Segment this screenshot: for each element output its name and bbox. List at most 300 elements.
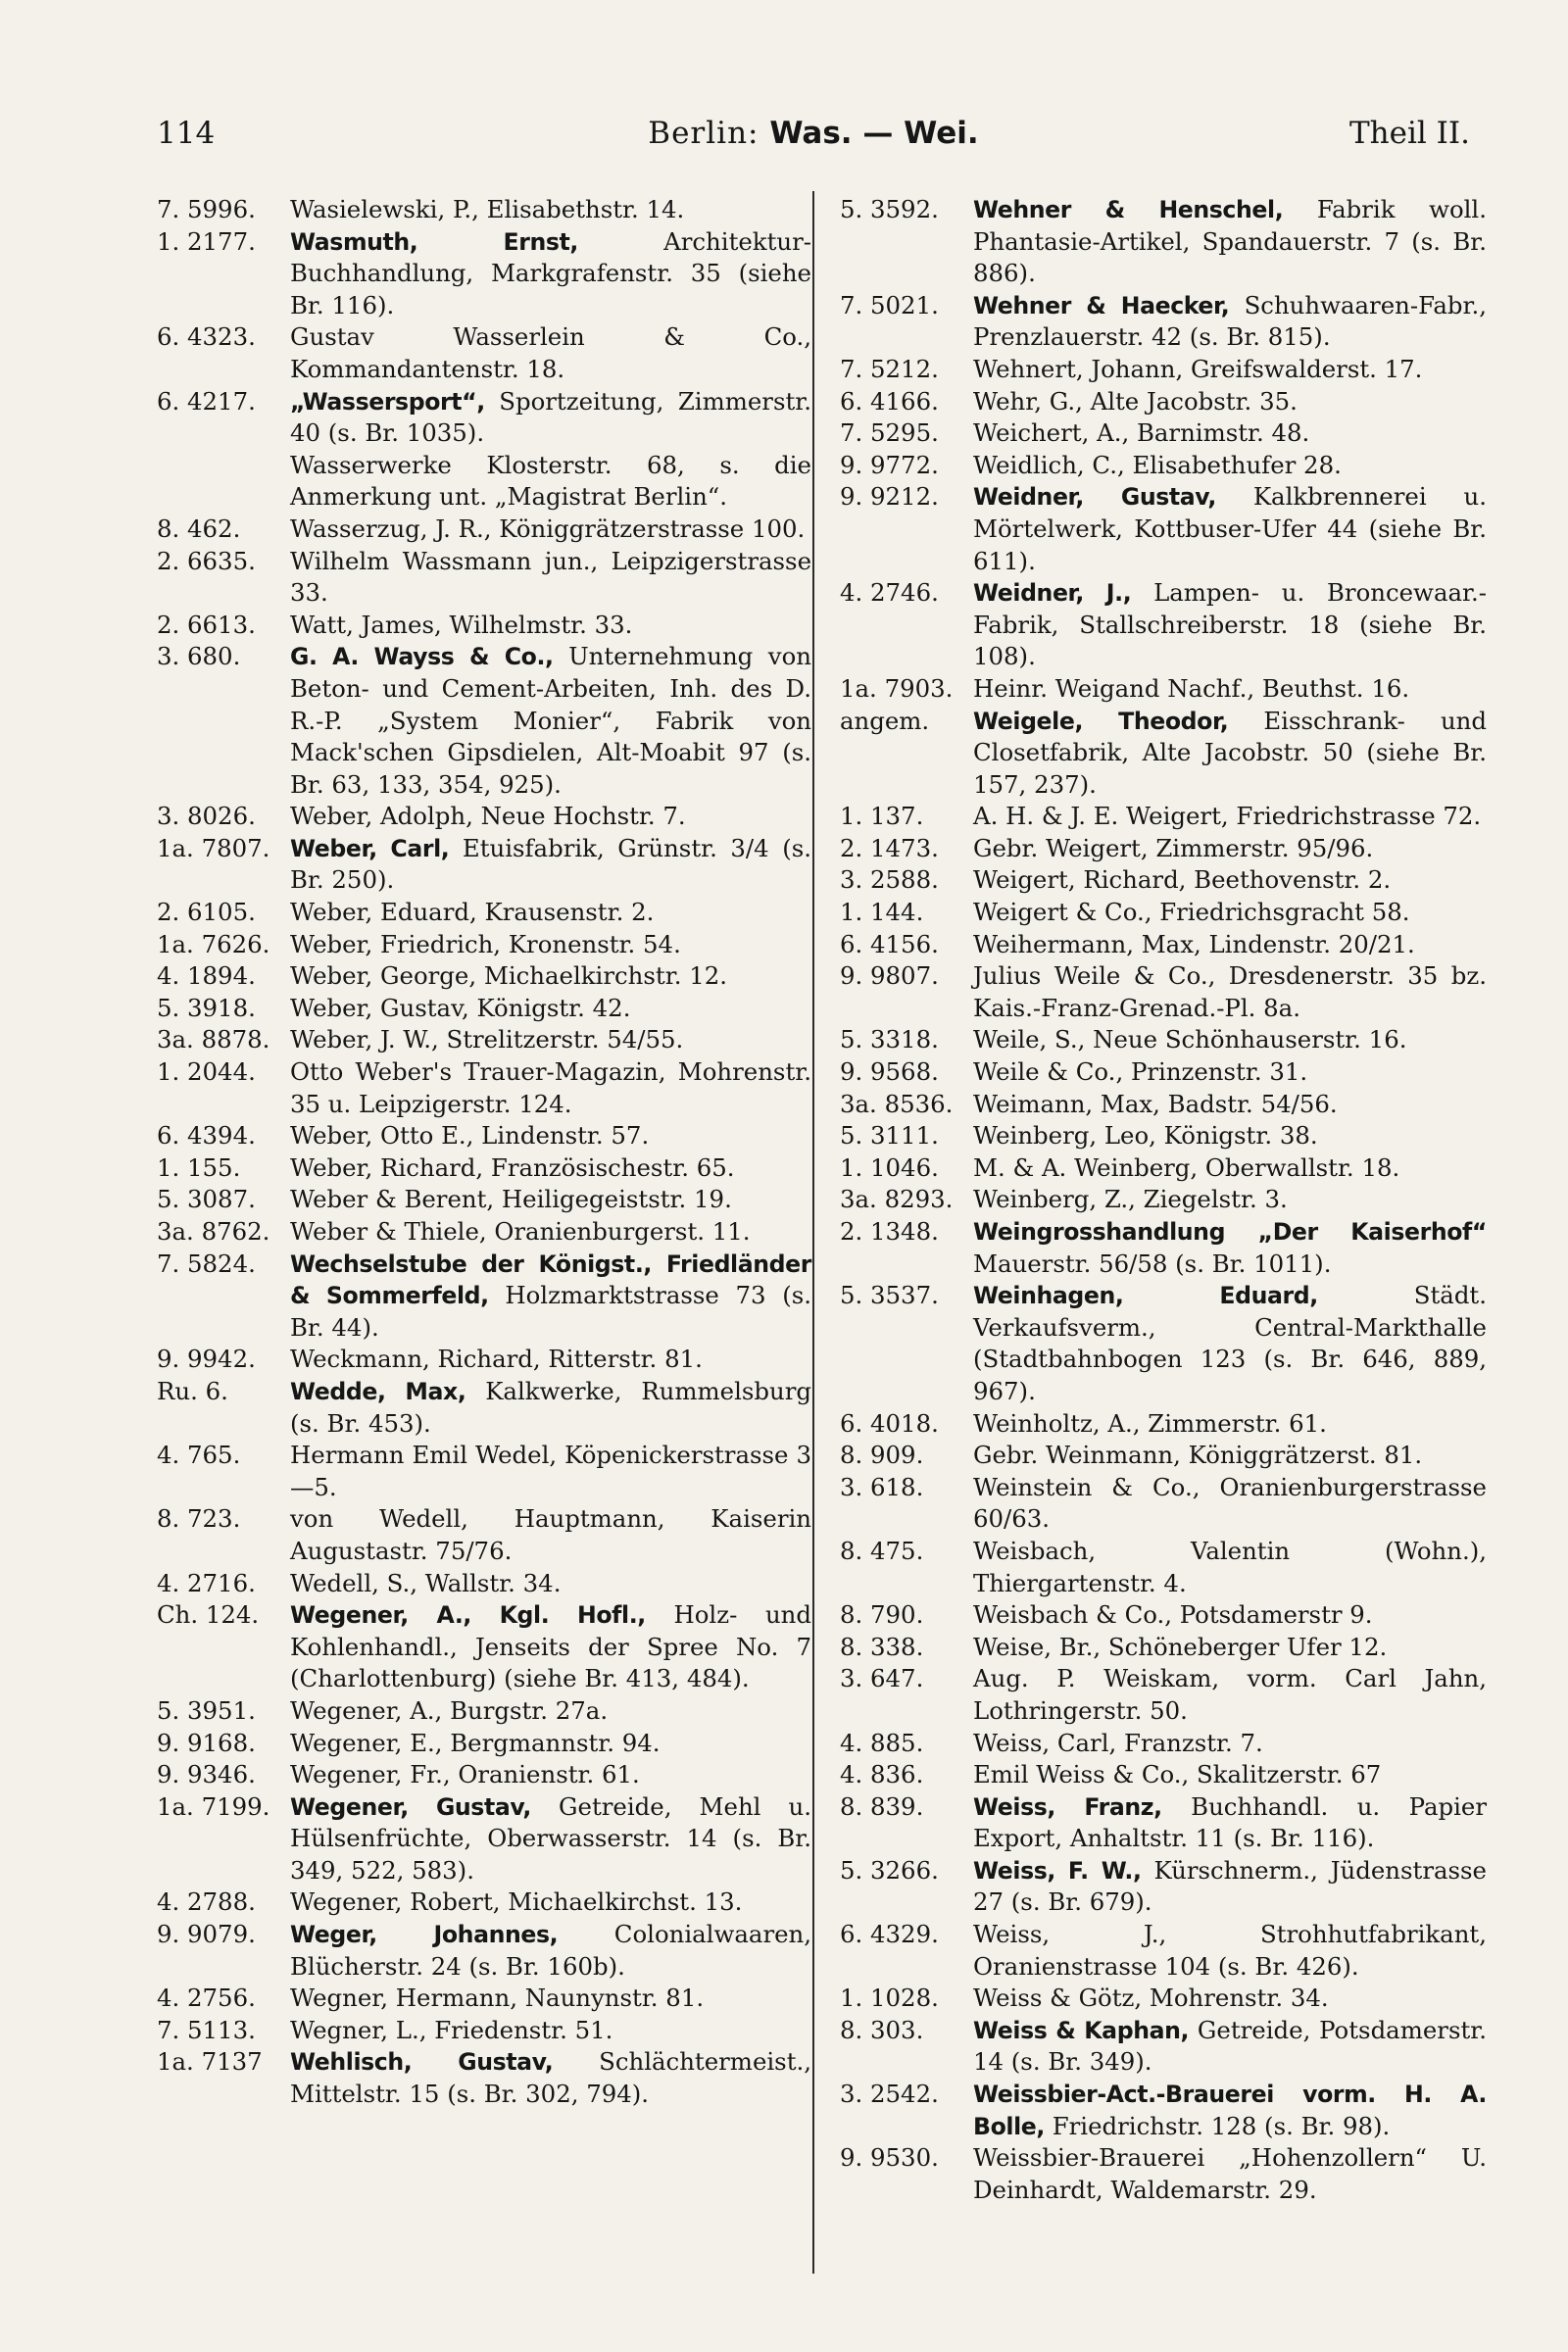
- entry-text: [290, 1983, 811, 2015]
- entry-text: [290, 610, 811, 642]
- directory-entry: [157, 1440, 811, 1503]
- entry-details: Weile, S., Neue Schönhauserstr. 16.: [973, 1025, 1407, 1054]
- entry-text: [973, 2142, 1487, 2206]
- entry-text: [973, 386, 1487, 418]
- entry-text: [290, 929, 811, 961]
- entry-details: Wegner, Hermann, Naunynstr. 81.: [290, 1984, 705, 2013]
- entry-name-bold: Weingrosshandlung „Der Kaiserhof“: [973, 1218, 1487, 1246]
- entry-text: [973, 1408, 1487, 1441]
- directory-entry: [840, 960, 1487, 1024]
- directory-entry: [157, 1568, 811, 1600]
- entry-details: Hermann Emil Wedel, Köpenickerstrasse 3—5.: [290, 1441, 811, 1501]
- directory-entry: [840, 290, 1487, 354]
- directory-entry: [157, 321, 811, 385]
- entry-details: Julius Weile & Co., Dresdenerstr. 35 bz. Kais.-Franz-Grenad.-Pl. 8a.: [973, 961, 1487, 1022]
- entry-details: Weiss, J., Strohhutfabrikant, Oranienstrasse 104 (s. Br. 426).: [973, 1920, 1487, 1981]
- directory-entry: [157, 1344, 811, 1376]
- column-divider: [812, 191, 814, 2274]
- entry-text: [290, 1344, 811, 1376]
- entry-text: [973, 929, 1487, 961]
- entry-text: [973, 1472, 1487, 1536]
- directory-entry: [840, 1791, 1487, 1855]
- entry-details: Otto Weber's Trauer-Magazin, Mohrenstr. 35 u. Leipzigerstr. 124.: [290, 1057, 811, 1118]
- entry-text: [290, 1919, 811, 1983]
- directory-entry: [840, 2015, 1487, 2079]
- directory-entry: [840, 1663, 1487, 1727]
- entry-text: [290, 960, 811, 993]
- directory-entry: [157, 386, 811, 450]
- part-label: Theil II.: [1348, 116, 1470, 151]
- entry-number: 1a. 7137: [157, 2047, 263, 2077]
- directory-entry: [157, 1791, 811, 1887]
- entry-text: [290, 1152, 811, 1185]
- directory-entry: [157, 1695, 811, 1728]
- directory-entry: [157, 610, 811, 642]
- entry-details: Weile & Co., Prinzenstr. 31.: [973, 1057, 1308, 1087]
- entry-text: [290, 1728, 811, 1760]
- directory-entry: [840, 1440, 1487, 1472]
- entry-details: Weidlich, C., Elisabethufer 28.: [973, 450, 1342, 479]
- entry-number: 5. 3951.: [157, 1695, 256, 1725]
- entry-text: [973, 1536, 1487, 1599]
- entry-text: [973, 2079, 1487, 2142]
- entry-details: Weber, J. W., Strelitzerstr. 54/55.: [290, 1025, 684, 1054]
- entry-details: Emil Weiss & Co., Skalitzerstr. 67: [973, 1760, 1382, 1789]
- entry-text: [973, 2015, 1487, 2079]
- directory-entry: [157, 1184, 811, 1216]
- entry-details: Wasielewski, P., Elisabethstr. 14.: [290, 195, 685, 223]
- entry-number: 8. 303.: [840, 2015, 924, 2044]
- entry-text: [973, 1089, 1487, 1121]
- directory-entry: [840, 1728, 1487, 1760]
- directory-entry: [840, 386, 1487, 418]
- directory-entry: [157, 929, 811, 961]
- entry-number: 6. 4217.: [157, 386, 256, 416]
- entry-details: Getreide, Mehl u. Hülsenfrüchte, Oberwasserstr. 14 (s. Br. 349, 522, 583).: [290, 1791, 811, 1885]
- directory-entry: [157, 960, 811, 993]
- directory-entry: [840, 1472, 1487, 1536]
- entry-text: [973, 833, 1487, 865]
- directory-entry: [840, 1216, 1487, 1280]
- directory-entry: [840, 833, 1487, 865]
- entry-text: [290, 993, 811, 1025]
- entry-details: Mauerstr. 56/58 (s. Br. 1011).: [973, 1249, 1332, 1278]
- directory-entry: [157, 1024, 811, 1056]
- directory-entry: [840, 194, 1487, 290]
- entry-number: 9. 9772.: [840, 450, 939, 479]
- directory-entry: [840, 1536, 1487, 1599]
- entry-name-bold: Weigele, Theodor,: [973, 707, 1229, 735]
- entry-number: 7. 5295.: [840, 418, 939, 448]
- entry-text: [290, 1249, 811, 1345]
- entry-text: [290, 450, 811, 514]
- entry-number: 1a. 7199.: [157, 1791, 270, 1821]
- entry-text: [973, 481, 1487, 577]
- entry-details: Weisbach & Co., Potsdamerstr 9.: [973, 1600, 1373, 1630]
- entry-details: Weber & Thiele, Oranienburgerst. 11.: [290, 1217, 751, 1246]
- directory-entry: [840, 864, 1487, 897]
- entry-name-bold: Wehlisch, Gustav,: [290, 2048, 554, 2077]
- entry-number: Ch. 124.: [157, 1600, 260, 1630]
- entry-number: 5. 3318.: [840, 1025, 939, 1054]
- directory-entry: [157, 2046, 811, 2110]
- entry-details: Heinr. Weigand Nachf., Beuthst. 16.: [973, 673, 1410, 703]
- entry-details: Schuhwaaren-Fabr., Prenzlauerstr. 42 (s. Br. 815).: [973, 290, 1487, 352]
- directory-entry: [840, 354, 1487, 386]
- entry-number: 8. 723.: [157, 1504, 241, 1534]
- entry-text: [973, 1791, 1487, 1855]
- entry-number: 9. 9212.: [840, 482, 939, 512]
- entry-number: 9. 9168.: [157, 1728, 256, 1757]
- directory-entry: [157, 1249, 811, 1345]
- entry-name-bold: Weidner, J.,: [973, 579, 1132, 608]
- entry-text: [973, 1983, 1487, 2015]
- entry-text: [973, 417, 1487, 450]
- entry-text: [290, 1440, 811, 1503]
- directory-entry: [840, 1280, 1487, 1407]
- entry-number: 3. 2542.: [840, 2080, 939, 2109]
- entry-number: 7. 5212.: [840, 354, 939, 383]
- directory-entry: [157, 514, 811, 546]
- directory-entry: [157, 1120, 811, 1152]
- entry-number: 1. 144.: [840, 898, 924, 927]
- right-column: [840, 194, 1487, 2206]
- entry-number: 9. 9942.: [157, 1345, 256, 1374]
- entry-text: [973, 864, 1487, 897]
- entry-details: Kalkbrennerei u. Mörtelwerk, Kottbuser-Ufer 44 (siehe Br. 611).: [973, 482, 1488, 575]
- entry-text: [973, 194, 1487, 290]
- entry-text: [290, 2015, 811, 2047]
- entry-text: [973, 577, 1487, 673]
- directory-entry: [157, 1728, 811, 1760]
- entry-name-bold: Wedde, Max,: [290, 1377, 466, 1405]
- entry-text: [290, 1599, 811, 1695]
- entry-details: Kürschnerm., Jüdenstrasse 27 (s. Br. 679).: [973, 1855, 1487, 1917]
- entry-details: Wasserwerke Klosterstr. 68, s. die Anmerkung unt. „Magistrat Berlin“.: [290, 450, 811, 512]
- entry-text: [973, 1024, 1487, 1056]
- entry-text: [973, 1663, 1487, 1727]
- directory-entry: [840, 1056, 1487, 1089]
- entry-details: Weckmann, Richard, Ritterstr. 81.: [290, 1345, 703, 1374]
- entry-text: [973, 1216, 1487, 1280]
- entry-text: [290, 321, 811, 385]
- directory-entry: [840, 2142, 1487, 2206]
- entry-name-bold: Weber, Carl,: [290, 834, 450, 862]
- entry-details: Weber, George, Michaelkirchstr. 12.: [290, 961, 727, 991]
- entry-number: 2. 1473.: [840, 833, 939, 862]
- directory-entry: [157, 450, 811, 514]
- entry-details: Weise, Br., Schöneberger Ufer 12.: [973, 1632, 1388, 1661]
- entry-text: [973, 1599, 1487, 1632]
- entry-name-bold: Wehner & Haecker,: [973, 291, 1230, 319]
- directory-entry: [840, 450, 1487, 482]
- entry-number: 3. 618.: [840, 1472, 924, 1501]
- entry-text: [973, 1440, 1487, 1472]
- entry-text: [973, 1759, 1487, 1791]
- directory-entry: [840, 1184, 1487, 1216]
- entry-details: Holzmarktstrasse 73 (s. Br. 44).: [290, 1281, 811, 1342]
- entry-number: 3. 647.: [840, 1664, 924, 1693]
- entry-number: 1. 155.: [157, 1152, 241, 1182]
- entry-number: 7. 5824.: [157, 1249, 256, 1278]
- entry-number: 8. 909.: [840, 1441, 924, 1470]
- entry-text: [973, 897, 1487, 929]
- entry-details: Weigert, Richard, Beethovenstr. 2.: [973, 865, 1392, 895]
- entry-text: [290, 194, 811, 226]
- entry-number: 3a. 8878.: [157, 1025, 270, 1054]
- directory-entry: [157, 1759, 811, 1791]
- entry-number: 9. 9079.: [157, 1920, 256, 1949]
- entry-number: 2. 6613.: [157, 610, 256, 639]
- directory-entry: [157, 226, 811, 322]
- entry-details: Aug. P. Weiskam, vorm. Carl Jahn, Lothringerstr. 50.: [973, 1664, 1487, 1725]
- entry-number: 6. 4156.: [840, 929, 939, 958]
- entry-number: 2. 1348.: [840, 1217, 939, 1246]
- entry-number: 4. 2746.: [840, 578, 939, 608]
- directory-entry: [157, 641, 811, 801]
- entry-text: [290, 386, 811, 450]
- entry-details: Weber & Berent, Heiligegeiststr. 19.: [290, 1185, 732, 1214]
- entry-text: [973, 706, 1487, 802]
- entry-details: Weiss, Carl, Franzstr. 7.: [973, 1728, 1263, 1757]
- entry-name-bold: Weiss, Franz,: [973, 1792, 1162, 1821]
- entry-number: 7. 5996.: [157, 195, 256, 223]
- entry-number: 1a. 7807.: [157, 833, 270, 862]
- entry-number: 4. 885.: [840, 1728, 924, 1757]
- entry-number: 2. 6635.: [157, 546, 256, 575]
- entry-number: 3. 680.: [157, 642, 241, 671]
- entry-text: [290, 1120, 811, 1152]
- entry-number: 7. 5113.: [157, 2015, 256, 2044]
- entry-details: Städt. Verkaufsverm., Central-Markthalle (Stadtbahnbogen 123 (s. Br. 646, 889, 967).: [973, 1281, 1487, 1405]
- entry-details: Wasserzug, J. R., Königgrätzerstrasse 100.: [290, 514, 806, 543]
- directory-entry: [157, 1599, 811, 1695]
- entry-details: Getreide, Potsdamerstr. 14 (s. Br. 349).: [973, 2015, 1487, 2077]
- entry-number: 3. 2588.: [840, 865, 939, 895]
- entry-details: Weber, Otto E., Lindenstr. 57.: [290, 1121, 650, 1151]
- entry-details: Weinholtz, A., Zimmerstr. 61.: [973, 1408, 1327, 1438]
- entry-details: Wedell, S., Wallstr. 34.: [290, 1568, 562, 1597]
- entry-details: Wehnert, Johann, Greifswalderst. 17.: [973, 354, 1423, 383]
- directory-entry: [157, 194, 811, 226]
- entry-details: Friedrichstr. 128 (s. Br. 98).: [1044, 2111, 1391, 2140]
- entry-number: 5. 3592.: [840, 195, 939, 223]
- entry-text: [973, 1919, 1487, 1983]
- entry-details: Weber, Gustav, Königstr. 42.: [290, 993, 631, 1022]
- page-title: [157, 116, 1470, 151]
- entry-number: 4. 1894.: [157, 961, 256, 991]
- entry-text: [973, 1120, 1487, 1152]
- entry-number: 5. 3266.: [840, 1855, 939, 1885]
- entry-name-bold: Weidner, Gustav,: [973, 483, 1216, 512]
- directory-entry: [840, 481, 1487, 577]
- entry-text: [290, 801, 811, 833]
- entry-details: von Wedell, Hauptmann, Kaiserin Augustastr. 75/76.: [290, 1504, 811, 1565]
- entry-number: 4. 765.: [157, 1441, 241, 1470]
- entry-number: 3a. 8536.: [840, 1089, 954, 1118]
- entry-number: 4. 2716.: [157, 1568, 256, 1597]
- directory-entry: [157, 1056, 811, 1120]
- entry-details: Wegener, E., Bergmannstr. 94.: [290, 1728, 661, 1757]
- entry-text: [290, 1184, 811, 1216]
- entry-details: Holz- und Kohlenhandl., Jenseits der Spree No. 7 (Charlottenburg) (siehe Br. 413, 484).: [290, 1600, 812, 1693]
- entry-text: [973, 1280, 1487, 1407]
- entry-text: [973, 1728, 1487, 1760]
- entry-name-bold: Wechselstube der Königst., Friedländer & Sommerfeld,: [290, 1250, 811, 1310]
- entry-text: [290, 546, 811, 610]
- entry-details: Colonialwaaren, Blücherstr. 24 (s. Br. 160b).: [290, 1920, 811, 1981]
- entry-details: Wegner, L., Friedenstr. 51.: [290, 2015, 613, 2044]
- directory-entry: [840, 1759, 1487, 1791]
- entry-text: [290, 226, 811, 322]
- entry-details: Fabrik woll. Phantasie-Artikel, Spandauerstr. 7 (s. Br. 886).: [973, 195, 1487, 288]
- directory-entry: [157, 801, 811, 833]
- entry-details: Weber, Adolph, Neue Hochstr. 7.: [290, 802, 686, 831]
- entry-number: 6. 4018.: [840, 1408, 939, 1438]
- entry-number: 1. 2044.: [157, 1057, 256, 1087]
- entry-number: 2. 6105.: [157, 898, 256, 927]
- entry-text: [290, 833, 811, 897]
- entry-name-bold: Wegener, A., Kgl. Hofl.,: [290, 1601, 646, 1630]
- directory-entry: [840, 1152, 1487, 1185]
- entry-text: [973, 960, 1487, 1024]
- entry-text: [290, 897, 811, 929]
- entry-text: [973, 801, 1487, 833]
- entry-details: Weihermann, Max, Lindenstr. 20/21.: [973, 929, 1415, 958]
- entry-number: 6. 4166.: [840, 386, 939, 416]
- entry-number: 5. 3537.: [840, 1281, 939, 1310]
- directory-entry: [157, 1216, 811, 1249]
- entry-number: 4. 2756.: [157, 1984, 256, 2013]
- entry-details: Weissbier-Brauerei „Hohenzollern“ U. Deinhardt, Waldemarstr. 29.: [973, 2143, 1487, 2204]
- title-range: Was. — Wei.: [769, 116, 979, 151]
- entry-number: angem.: [840, 706, 930, 735]
- entry-details: Lampen- u. Broncewaar.-Fabrik, Stallschreiberstr. 18 (siehe Br. 108).: [973, 578, 1487, 671]
- entry-details: Weinberg, Leo, Königstr. 38.: [973, 1121, 1318, 1151]
- directory-entry: [157, 1503, 811, 1567]
- directory-entry: [840, 1855, 1487, 1919]
- directory-entry: [157, 2015, 811, 2047]
- entry-number: 7. 5021.: [840, 290, 939, 319]
- directory-entry: [840, 801, 1487, 833]
- entry-number: 3a. 8293.: [840, 1185, 954, 1214]
- entry-name-bold: Weinhagen, Eduard,: [973, 1282, 1318, 1310]
- entry-name-bold: Weiss & Kaphan,: [973, 2016, 1190, 2044]
- entry-number: 6. 4394.: [157, 1121, 256, 1151]
- entry-details: Etuisfabrik, Grünstr. 3/4 (s. Br. 250).: [290, 833, 811, 895]
- entry-number: Ru. 6.: [157, 1376, 228, 1405]
- entry-details: Weber, Friedrich, Kronenstr. 54.: [290, 929, 681, 958]
- entry-text: [973, 1152, 1487, 1185]
- entry-number: 9. 9530.: [840, 2143, 939, 2173]
- directory-entry: [157, 1983, 811, 2015]
- directory-entry: [840, 2079, 1487, 2142]
- directory-entry: [157, 546, 811, 610]
- entry-text: [290, 1791, 811, 1887]
- entry-name-bold: Wegener, Gustav,: [290, 1792, 531, 1821]
- entry-details: Wegener, Robert, Michaelkirchst. 13.: [290, 1887, 743, 1917]
- page-header: [157, 116, 1470, 174]
- entry-details: Kalkwerke, Rummelsburg (s. Br. 453).: [290, 1376, 811, 1438]
- left-column: [157, 194, 811, 2111]
- entry-text: [290, 514, 811, 546]
- entry-name-bold: „Wassersport“,: [290, 387, 485, 416]
- directory-entry: [840, 1919, 1487, 1983]
- entry-details: Wilhelm Wassmann jun., Leipzigerstrasse 33.: [290, 546, 811, 608]
- directory-entry: [157, 993, 811, 1025]
- entry-details: Wegener, Fr., Oranienstr. 61.: [290, 1760, 640, 1789]
- entry-details: Weisbach, Valentin (Wohn.), Thiergartenstr. 4.: [973, 1536, 1487, 1597]
- directory-entry: [157, 1886, 811, 1919]
- directory-entry: [840, 673, 1487, 706]
- entry-number: 6. 4323.: [157, 322, 256, 352]
- entry-details: Buchhandl. u. Papier Export, Anhaltstr. 11 (s. Br. 116).: [973, 1791, 1488, 1853]
- directory-entry: [840, 1599, 1487, 1632]
- directory-entry: [840, 577, 1487, 673]
- entry-number: 1. 2177.: [157, 226, 256, 256]
- directory-entry: [157, 1919, 811, 1983]
- entry-details: Weigert & Co., Friedrichsgracht 58.: [973, 898, 1410, 927]
- directory-entry: [840, 897, 1487, 929]
- entry-details: Unternehmung von Beton- und Cement-Arbeiten, Inh. des D. R.-P. „System Monier“, Fabrik von Mack'schen Gipsdielen, Alt-Moabit 97 (s. Br. 63, 133, 354, 925).: [290, 642, 811, 799]
- entry-number: 1a. 7903.: [840, 673, 954, 703]
- entry-text: [973, 1056, 1487, 1089]
- entry-number: 1. 1028.: [840, 1984, 939, 2013]
- entry-text: [973, 1184, 1487, 1216]
- entry-number: 4. 2788.: [157, 1887, 256, 1917]
- entry-details: Weinstein & Co., Oranienburgerstrasse 60/63.: [973, 1472, 1487, 1534]
- entry-name-bold: Weger, Johannes,: [290, 1921, 559, 1949]
- directory-entry: [157, 833, 811, 897]
- entry-number: 3. 8026.: [157, 802, 256, 831]
- entry-text: [290, 1886, 811, 1919]
- entry-number: 5. 3111.: [840, 1121, 939, 1151]
- entry-details: Weber, Eduard, Krausenstr. 2.: [290, 898, 655, 927]
- entry-details: Architektur-Buchhandlung, Markgrafenstr. 35 (siehe Br. 116).: [290, 226, 811, 319]
- entry-number: 1. 137.: [840, 802, 924, 831]
- entry-name-bold: Wehner & Henschel,: [973, 196, 1284, 223]
- directory-entry: [840, 1120, 1487, 1152]
- entry-details: Watt, James, Wilhelmstr. 33.: [290, 610, 633, 639]
- entry-number: 9. 9807.: [840, 961, 939, 991]
- entry-details: Weichert, A., Barnimstr. 48.: [973, 418, 1310, 448]
- title-prefix: Berlin:: [648, 116, 760, 151]
- entry-number: 8. 338.: [840, 1632, 924, 1661]
- directory-entry: [840, 1024, 1487, 1056]
- entry-details: Wehr, G., Alte Jacobstr. 35.: [973, 386, 1298, 416]
- entry-details: Gebr. Weigert, Zimmerstr. 95/96.: [973, 833, 1374, 862]
- entry-number: 5. 3087.: [157, 1185, 256, 1214]
- entry-number: 9. 9346.: [157, 1760, 256, 1789]
- directory-entry: [157, 1152, 811, 1185]
- entry-text: [290, 1024, 811, 1056]
- entry-details: Weiss & Götz, Mohrenstr. 34.: [973, 1984, 1329, 2013]
- entry-details: Eisschrank- und Closetfabrik, Alte Jacobstr. 50 (siehe Br. 157, 237).: [973, 706, 1487, 799]
- entry-name-bold: G. A. Wayss & Co.,: [290, 643, 554, 671]
- directory-entry: [840, 1408, 1487, 1441]
- entry-name-bold: Wasmuth, Ernst,: [290, 227, 578, 256]
- entry-number: 5. 3918.: [157, 993, 256, 1022]
- entry-text: [973, 1855, 1487, 1919]
- entry-number: 6. 4329.: [840, 1920, 939, 1949]
- entry-details: M. & A. Weinberg, Oberwallstr. 18.: [973, 1152, 1400, 1182]
- directory-entry: [840, 1632, 1487, 1664]
- directory-entry: [840, 417, 1487, 450]
- entry-details: A. H. & J. E. Weigert, Friedrichstrasse 72.: [973, 802, 1482, 831]
- directory-entry: [157, 1376, 811, 1440]
- entry-details: Schlächtermeist., Mittelstr. 15 (s. Br. 302, 794).: [290, 2047, 811, 2109]
- entry-details: Weimann, Max, Badstr. 54/56.: [973, 1089, 1338, 1118]
